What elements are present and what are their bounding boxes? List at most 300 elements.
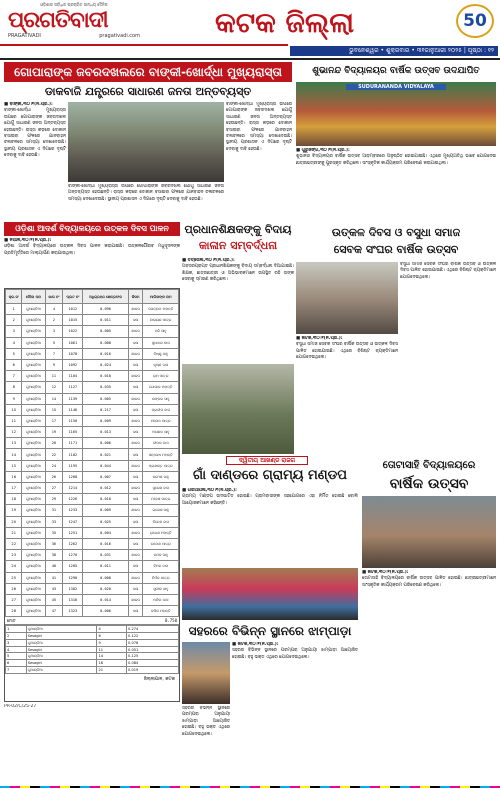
summary-cell: 0.076 <box>127 639 179 646</box>
totasahi-subhead[interactable]: ବାର୍ଷିକ ଉତ୍ସବ <box>389 476 469 492</box>
table-row <box>6 550 179 561</box>
land-table <box>5 289 179 617</box>
table-cell: 1146 <box>63 404 83 415</box>
table-cell: ଗୁଆଣ୍ଡିଆ <box>22 460 45 471</box>
table-cell: ରମେଶ ସାହୁ <box>143 471 179 482</box>
table-cell: 0.217 <box>83 404 128 415</box>
table-row <box>6 337 179 348</box>
table-cell: 13 <box>6 438 22 449</box>
lead-subhead[interactable]: ଡାକବାଜି ଯନ୍ତ୍ରରେ ସାଧାରଣ ଜନତା ଅନ୍ତବ୍ୟସ୍ତ <box>44 85 252 98</box>
table-cell: 1061 <box>63 337 83 348</box>
table-cell: ଜଳା <box>128 471 143 482</box>
sahar-body: ସହରର ବିଭିନ୍ନ ସ୍ଥାନରେ ପରମ୍ପରା ଅନୁଯାୟୀ ଝାମ୍ପାଡ଼ା ଆୟୋଜିତ ହୋଇଛି। ବହୁ ଭକ୍ତ ଏଥିରେ ଯୋଗଦେଇଥିଲେ। <box>232 648 358 660</box>
table-cell: 8 <box>6 382 22 393</box>
lead-body: ବାଙ୍କୀ-ଖୋର୍ଦ୍ଧା ମୁଖ୍ୟରାସ୍ତା ଉପରେ ଗୋପାରାଙ୍କ ଜବରଦଖଲ ଯୋଗୁଁ ସାଧାରଣ ଜନତା ଅନ୍ତବ୍ୟସ୍ତ ହେଉଛନ୍ତି। ରାସ୍ତା କଡ଼ରେ ଦୋକାନ ବସାଇବା ଫଳରେ ଯାନବାହନ ଚଳାଚଳରେ ସମସ୍ୟା ଦେଖାଦେଉଛି। ସ୍ଥାନୀୟ ପ୍ରଶାସନ ଏ ଦିଗରେ ଦୃଷ୍ଟି ଦେବାକୁ ଦାବି ହେଉଛି। <box>4 108 66 159</box>
summary-cell: 4 <box>97 626 127 633</box>
table-cell: କୃଷ୍ଣ ଦାସ <box>143 359 179 370</box>
mandir-body-box <box>182 488 358 566</box>
summary-cell: 21 <box>97 667 127 674</box>
summary-cell: 11 <box>97 646 127 653</box>
summary-cell: 14 <box>97 653 127 660</box>
table-cell: ଗୁଆଣ୍ଡିଆ <box>22 516 45 527</box>
table-cell: ଶାରଦ <box>128 550 143 561</box>
totasahi-body-box <box>362 570 496 774</box>
table-cell: ସୁଧାକର ଦାସ <box>143 337 179 348</box>
table-cell: ଗୁଆଣ୍ଡିଆ <box>22 427 45 438</box>
summary-row <box>6 639 179 646</box>
table-cell: ଜଳା <box>128 516 143 527</box>
sahar-body-box <box>232 642 358 774</box>
table-cell: 1182 <box>63 449 83 460</box>
table-cell: 43 <box>45 583 63 594</box>
table-cell: 1127 <box>63 382 83 393</box>
table-row <box>6 572 179 583</box>
table-cell: ଗୋପାଳ ମହାନ୍ତି <box>143 382 179 393</box>
summary-cell: ଗୁଆଣ୍ଡିଆ <box>26 639 97 646</box>
table-cell: 0.096 <box>83 304 128 315</box>
table-cell: ଶାରଦ <box>128 348 143 359</box>
table-cell: 1104 <box>63 371 83 382</box>
table-cell: 5 <box>6 348 22 359</box>
table-cell: 10 <box>6 404 22 415</box>
table-row <box>6 348 179 359</box>
table-header-cell: ପ୍ଲଟ ନଂ <box>63 290 83 304</box>
table-cell: 1092 <box>63 359 83 370</box>
table-cell: 35 <box>45 527 63 538</box>
table-cell: ଅନିଲ ଦାସ <box>143 594 179 605</box>
table-cell: 0.024 <box>83 359 128 370</box>
lead-subhead-band <box>4 84 292 100</box>
table-cell: ଗୁଆଣ୍ଡିଆ <box>22 415 45 426</box>
totasahi-headline[interactable]: ତୋଟାସାହି ବିଦ୍ୟାଳୟରେ <box>382 460 476 471</box>
table-cell: ଗୁଆଣ୍ଡିଆ <box>22 315 45 326</box>
table-cell: 1195 <box>63 460 83 471</box>
table-cell: 18 <box>6 494 22 505</box>
summary-cell: 0.274 <box>127 626 179 633</box>
vasundhara-body-box <box>296 336 398 454</box>
mandir-body: ଗ୍ରାମ୍ୟ ମଣ୍ଡପ ଉଦଘାଟିତ ହୋଇଛି। ଗ୍ରାମବାସୀଙ୍କ ସହଯୋଗରେ ଏହା ନିର୍ମିତ ହୋଇଛି ବୋଲି ଆୟୋଜକମାନେ କହିଛନ୍ତି। <box>182 494 358 506</box>
summary-cell: Sesagiri <box>26 660 97 667</box>
table-row <box>6 393 179 404</box>
vasundhara-subhead[interactable]: ସେବକ ସଂଘର ବାର୍ଷିକ ଉତ୍ସବ <box>333 243 459 256</box>
table-cell: 1208 <box>63 471 83 482</box>
headmaster-photo[interactable] <box>182 364 294 454</box>
table-cell: ଗୁଆଣ୍ଡିଆ <box>22 561 45 572</box>
table-cell: ଉମେଶ ପାତ୍ର <box>143 538 179 549</box>
totasahi-photo[interactable] <box>362 496 496 568</box>
table-cell: 0.016 <box>83 538 128 549</box>
table-cell: ଗୁଆଣ୍ଡିଆ <box>22 505 45 516</box>
headmaster-subhead[interactable]: କାଳାନ ସମ୍ବର୍ଦ୍ଧନା <box>198 239 278 252</box>
sahar-body-left <box>182 706 230 774</box>
table-cell: 0.020 <box>83 583 128 594</box>
table-row <box>6 483 179 494</box>
table-cell: 0.006 <box>83 606 128 617</box>
sahar-headline-box <box>182 622 358 640</box>
table-cell: ଜଳା <box>128 494 143 505</box>
table-cell: 24 <box>6 561 22 572</box>
table-cell: ଗୁଆଣ୍ଡିଆ <box>22 438 45 449</box>
summary-cell: ଗୁଆଣ୍ଡିଆ <box>26 626 97 633</box>
table-cell: ଶାରଦ <box>128 594 143 605</box>
table-cell: 3 <box>45 326 63 337</box>
table-cell: 23 <box>6 550 22 561</box>
table-cell: ଗୁଆଣ୍ଡିଆ <box>22 550 45 561</box>
table-row <box>6 315 179 326</box>
table-row <box>6 583 179 594</box>
table-cell: 22 <box>45 449 63 460</box>
table-cell: ଅଶୋକ ସାହୁ <box>143 427 179 438</box>
mandir-headline-box <box>182 466 358 486</box>
table-cell: 40 <box>45 561 63 572</box>
table-cell: 2 <box>45 315 63 326</box>
masthead-tagline: ଓଡ଼ିଶାର ସର୍ବାଧିକ ପ୍ରଚାରିତ ସାନ୍ଧ୍ୟ ଦୈନିକ <box>40 2 108 7</box>
lead-column-bottom <box>68 184 224 218</box>
table-row <box>6 371 179 382</box>
summary-cell: 0.051 <box>127 646 179 653</box>
right-top-photo[interactable] <box>296 82 496 146</box>
summary-row <box>6 626 179 633</box>
summary-cell: 2 <box>6 633 27 640</box>
table-cell: 36 <box>45 538 63 549</box>
table-cell: ଜଳା <box>128 382 143 393</box>
table-row <box>6 606 179 617</box>
summary-cell: 7 <box>6 667 27 674</box>
table-cell: ଗୁଆଣ୍ଡିଆ <box>22 527 45 538</box>
table-cell: ଗୁଆଣ୍ଡିଆ <box>22 393 45 404</box>
table-header-cell: ମାଲିକଙ୍କ ନାମ <box>143 290 179 304</box>
table-cell: 1262 <box>63 538 83 549</box>
table-cell: 12 <box>6 427 22 438</box>
table-cell: 0.021 <box>83 449 128 460</box>
right-top-body: ଶୁଭାନନ୍ଦ ବିଦ୍ୟାଳୟର ବାର୍ଷିକ ଉତ୍ସବ ଆଡ଼ମ୍ବରରେ ଅନୁଷ୍ଠିତ ହୋଇଯାଇଛି। ଏଥିରେ ମୁଖ୍ୟଅତିଥି ଭାବେ ଯୋଗଦେଇ ଛାତ୍ରଛାତ୍ରୀଙ୍କୁ ପୁରସ୍କୃତ କରିଥିଲେ। ସାଂସ୍କୃତିକ କାର୍ଯ୍ୟକ୍ରମ ପରିବେଷଣ କରାଯାଇଥିଲା। <box>296 154 496 166</box>
table-cell: ଶଙ୍କର ସାହୁ <box>143 393 179 404</box>
table-cell: ଜଳା <box>128 427 143 438</box>
table-signature: ଜିଲ୍ଲାପାଳ, କଟକ <box>143 676 175 682</box>
table-cell: 11 <box>45 371 63 382</box>
table-cell: ରାଜେଶ ମହାନ୍ତି <box>143 527 179 538</box>
logo[interactable] <box>8 2 140 46</box>
table-cell: ବିଷ୍ଣୁ ସାହୁ <box>143 348 179 359</box>
logo-latin: PRAGATIVADI <box>8 33 41 39</box>
sahar-headline[interactable]: ସହରରେ ବିଭିନ୍ନ ସ୍ଥାନରେ ଝାମ୍ପାଡ଼ା <box>188 624 352 638</box>
table-cell: ଗୁଆଣ୍ଡିଆ <box>22 382 45 393</box>
table-cell: 1171 <box>63 438 83 449</box>
table-cell: 28 <box>6 606 22 617</box>
lead-headline-band <box>4 62 292 82</box>
table-row <box>6 404 179 415</box>
table-row <box>6 538 179 549</box>
table-row <box>6 359 179 370</box>
table-ref: PR-02/C/25-27 <box>4 704 37 709</box>
table-cell: 12 <box>45 382 63 393</box>
headmaster-headline-box <box>182 222 294 256</box>
table-cell: 1290 <box>63 572 83 583</box>
table-cell: ଜଳା <box>128 538 143 549</box>
table-cell: 19 <box>45 427 63 438</box>
mandir-dateline: ■ ଗରିଆପଳା,୩୦।୧(ନି.ପ୍ର.): <box>182 488 237 493</box>
table-cell: ନାରାୟଣ ପାତ୍ର <box>143 315 179 326</box>
table-cell: 4 <box>6 337 22 348</box>
table-row <box>6 527 179 538</box>
table-cell: 16 <box>6 471 22 482</box>
table-cell: 1247 <box>63 516 83 527</box>
mandir-photo[interactable] <box>182 568 358 620</box>
table-cell: 4 <box>45 304 63 315</box>
table-row <box>6 505 179 516</box>
table-cell: 1012 <box>63 304 83 315</box>
table-cell: 0.012 <box>83 483 128 494</box>
lead-column <box>4 102 66 218</box>
table-cell: ଗୁଆଣ୍ଡିଆ <box>22 404 45 415</box>
summary-row <box>6 633 179 640</box>
right-top-dateline: ■ ଗୁରୁଜଙ୍ଗ,୩୦।୧(ନି.ପ୍ର.): <box>296 148 350 153</box>
table-cell: 0.031 <box>83 550 128 561</box>
table-cell: 21 <box>6 527 22 538</box>
table-row <box>6 561 179 572</box>
table-row <box>6 471 179 482</box>
table-cell: ଶାରଦ <box>128 527 143 538</box>
table-cell: 1078 <box>63 348 83 359</box>
summary-cell: 6 <box>97 633 127 640</box>
table-cell: ଶାରଦ <box>128 460 143 471</box>
lead-headline[interactable]: ଗୋପାରାଙ୍କ ଜବରଦଖଲରେ ବାଙ୍କୀ-ଖୋର୍ଦ୍ଧା ମୁଖ୍ୟରାସ୍ତା <box>14 65 282 79</box>
table-cell: 15 <box>6 460 22 471</box>
table-header-cell: କିସମ <box>128 290 143 304</box>
table-cell: 15 <box>45 404 63 415</box>
table-cell: 0.009 <box>83 505 128 516</box>
anniversary-logo: 50 <box>456 4 494 38</box>
table-cell: ଶାରଦ <box>128 326 143 337</box>
logo-text: ପ୍ରଗତିବାଦୀ <box>8 7 108 33</box>
table-cell: ଗୁଆଣ୍ଡିଆ <box>22 359 45 370</box>
vasundhara-body: ବସୁଧା ସମାଜ ସେବକ ସଂଘର ବାର୍ଷିକ ଉତ୍ସବ ଓ ଉତ୍କଳ ଦିବସ ପାଳିତ ହୋଇଯାଇଛି। ଏଥିରେ ବିଶିଷ୍ଟ ବ୍ୟକ୍ତିମାନେ ଯୋଗଦେଇଥିଲେ। <box>296 342 398 361</box>
table-cell: ଜଳା <box>128 583 143 594</box>
table-cell: ଗୁଆଣ୍ଡିଆ <box>22 337 45 348</box>
table-cell: 1285 <box>63 561 83 572</box>
table-cell: ଶାରଦ <box>128 371 143 382</box>
table-cell: 1302 <box>63 583 83 594</box>
utkal-headline-band <box>4 222 180 236</box>
right-top-headline[interactable]: ଶୁଭାନନ୍ଦ ବିଦ୍ୟାଳୟର ବାର୍ଷିକ ଉତ୍ସବ ଉଦଯାପିତ <box>312 66 480 76</box>
table-cell: 0.005 <box>83 393 128 404</box>
table-cell: 26 <box>45 471 63 482</box>
table-cell: 9 <box>45 359 63 370</box>
table-total-value: 0.750 <box>164 618 177 624</box>
table-cell: ଦିନେଶ ଦାସ <box>143 516 179 527</box>
table-row <box>6 460 179 471</box>
land-table-box <box>4 288 180 702</box>
vasundhara-photo[interactable] <box>296 262 398 334</box>
table-total-label: ମୋଟ <box>7 618 16 624</box>
lead-body-bottom: ବାଙ୍କୀ-ଖୋର୍ଦ୍ଧା ମୁଖ୍ୟରାସ୍ତା ଉପରେ ଗୋପାରାଙ୍କ ଜବରଦଖଲ ଯୋଗୁଁ ସାଧାରଣ ଜନତା ଅନ୍ତବ୍ୟସ୍ତ ହେଉଛନ୍ତି। ରାସ୍ତା କଡ଼ରେ ଦୋକାନ ବସାଇବା ଫଳରେ ଯାନବାହନ ଚଳାଚଳରେ ସମସ୍ୟା ଦେଖାଦେଉଛି। ସ୍ଥାନୀୟ ପ୍ରଶାସନ ଏ ଦିଗରେ ଦୃଷ୍ଟି ଦେବାକୁ ଦାବି ହେଉଛି। <box>68 184 224 202</box>
summary-cell: Sesagiri <box>26 633 97 640</box>
table-cell: ଶାରଦ <box>128 438 143 449</box>
table-cell: 0.011 <box>83 315 128 326</box>
table-cell: ଗୁଆଣ୍ଡିଆ <box>22 449 45 460</box>
right-top-headline-box <box>296 62 496 80</box>
table-cell: ମନୋଜ ପାତ୍ର <box>143 415 179 426</box>
table-cell: 27 <box>45 483 63 494</box>
table-cell: 0.009 <box>83 415 128 426</box>
table-cell: 7 <box>45 348 63 359</box>
table-cell: 17 <box>45 415 63 426</box>
table-cell: 0.044 <box>83 460 128 471</box>
sahar-photo[interactable] <box>182 642 230 704</box>
table-cell: 1251 <box>63 527 83 538</box>
mandir-tag: ଦ୍ୱିତୀୟ ଆଖଣ୍ଡ ରାଜଗ <box>226 456 308 465</box>
lead-photo[interactable] <box>68 102 224 182</box>
summary-cell: 1 <box>6 626 27 633</box>
table-cell: ଗୁଆଣ୍ଡିଆ <box>22 572 45 583</box>
table-cell: ଗୁଆଣ୍ଡିଆ <box>22 304 45 315</box>
table-cell: 20 <box>45 438 63 449</box>
table-cell: 33 <box>45 516 63 527</box>
table-cell: ସୁରେଶ ଦାସ <box>143 483 179 494</box>
table-cell: 14 <box>6 449 22 460</box>
table-cell: 1233 <box>63 505 83 516</box>
table-cell: 45 <box>45 594 63 605</box>
table-cell: 0.005 <box>83 326 128 337</box>
table-row <box>6 438 179 449</box>
table-cell: ଜଳା <box>128 315 143 326</box>
table-row <box>6 427 179 438</box>
summary-cell: 18 <box>97 660 127 667</box>
table-cell: ଗଣେଶ ସାହୁ <box>143 505 179 516</box>
table-cell: ଜଳା <box>128 561 143 572</box>
table-cell: 31 <box>45 505 63 516</box>
table-cell: ଗୁଆଣ୍ଡିଆ <box>22 606 45 617</box>
headmaster-body-box <box>182 258 294 362</box>
table-cell: ସନ୍ତୋଷ ମହାନ୍ତି <box>143 449 179 460</box>
vasundhara-headline[interactable]: ଉତ୍କଳ ଦିବସ ଓ ବସୁଧା ସମାଜ <box>331 226 461 239</box>
table-row <box>6 304 179 315</box>
table-cell: ଶାରଦ <box>128 572 143 583</box>
website[interactable]: pragativadi.com <box>99 33 140 39</box>
table-cell: ମହେଶ ପାତ୍ର <box>143 494 179 505</box>
table-cell: ଗୁଆଣ୍ଡିଆ <box>22 483 45 494</box>
mandir-headline[interactable]: ଗାଁ ଦାଣ୍ଡରେ ଗ୍ରାମ୍ୟ ମଣ୍ଡପ <box>193 468 347 483</box>
vasundhara-dateline: ■ କଟକ,୩୦।୧(ନି.ପ୍ର.): <box>296 336 343 341</box>
utkal-headline[interactable]: ଓଡ଼ିଶା ଆଦର୍ଶ ବିଦ୍ୟାଳୟରେ ଉତ୍କଳ ଦିବସ ପାଳନ <box>15 224 169 233</box>
table-cell: 1022 <box>63 326 83 337</box>
utkal-body-box <box>4 238 180 284</box>
table-cell: 14 <box>45 393 63 404</box>
utkal-body: ଓଡ଼ିଶା ଆଦର୍ଶ ବିଦ୍ୟାଳୟରେ ଉତ୍କଳ ଦିବସ ପାଳନ କରାଯାଇଛି। ଉତ୍କଳଗୌରବ ମଧୁସୂଦନଙ୍କ ପ୍ରତିମୂର୍ତ୍ତିରେ ମାଲ୍ୟାର୍ପଣ କରାଯାଇଥିଲା। <box>4 244 180 256</box>
table-cell: 0.010 <box>83 371 128 382</box>
table-cell: ପ୍ରଦୀପ ଦାସ <box>143 404 179 415</box>
table-cell: 0.025 <box>83 516 128 527</box>
table-cell: 0.007 <box>83 471 128 482</box>
summary-cell: 4 <box>6 646 27 653</box>
table-cell: ଗୁଆଣ୍ଡିଆ <box>22 371 45 382</box>
table-cell: 5 <box>45 337 63 348</box>
summary-cell: 0.019 <box>127 667 179 674</box>
photo-banner: SUDURANANDA VIDYALAYA <box>346 84 446 90</box>
table-cell: 41 <box>45 572 63 583</box>
table-row <box>6 494 179 505</box>
table-header-cell: କ୍ର.ସଂ <box>6 290 22 304</box>
table-cell: 0.035 <box>83 382 128 393</box>
table-cell: ଜଳା <box>128 359 143 370</box>
table-cell: 47 <box>45 606 63 617</box>
summary-row <box>6 667 179 674</box>
table-cell: 3 <box>6 326 22 337</box>
masthead-divider <box>0 44 288 46</box>
table-cell: ଜଳା <box>128 404 143 415</box>
summary-row <box>6 653 179 660</box>
table-cell: ଗୁଆଣ୍ଡିଆ <box>22 538 45 549</box>
table-cell: 38 <box>45 550 63 561</box>
lead-column-right <box>226 102 292 218</box>
table-cell: 1 <box>6 304 22 315</box>
table-cell: ଗୁଆଣ୍ଡିଆ <box>22 494 45 505</box>
table-cell: 29 <box>45 494 63 505</box>
table-cell: 20 <box>6 516 22 527</box>
totasahi-body: ତୋଟାସାହି ବିଦ୍ୟାଳୟରେ ବାର୍ଷିକ ଉତ୍ସବ ପାଳିତ ହୋଇଛି। ଛାତ୍ରଛାତ୍ରୀମାନେ ସାଂସ୍କୃତିକ କାର୍ଯ୍ୟକ୍ରମ ପରିବେଷଣ କରିଥିଲେ। <box>362 576 496 588</box>
table-cell: 1165 <box>63 427 83 438</box>
land-summary-table <box>5 625 179 674</box>
summary-cell: 3 <box>6 639 27 646</box>
table-cell: 1150 <box>63 415 83 426</box>
table-cell: 0.006 <box>83 438 128 449</box>
table-cell: ପ୍ରଶାନ୍ତ ପାତ୍ର <box>143 460 179 471</box>
table-cell: 6 <box>6 359 22 370</box>
table-cell: 22 <box>6 538 22 549</box>
table-cell: 0.008 <box>83 572 128 583</box>
table-row <box>6 415 179 426</box>
table-cell: 25 <box>6 572 22 583</box>
table-cell: ବିମଳ ଦାସ <box>143 561 179 572</box>
sahar-dateline: ■ କଟକ,୩୦।୧(ନି.ପ୍ର.): <box>232 642 279 647</box>
lead-dateline: ■ ବାଙ୍କୀ,୩୦।୧(ନି.ପ୍ର.): <box>4 102 53 107</box>
table-header-cell: ଖାତା ନଂ <box>45 290 63 304</box>
table-cell: ଦୀପକ ଦାସ <box>143 438 179 449</box>
table-header-cell: ମୌଜା ନାମ <box>22 290 45 304</box>
table-cell: 0.011 <box>83 561 128 572</box>
table-cell: 0.016 <box>83 348 128 359</box>
table-cell: କପିଳ ମହାନ୍ତି <box>143 606 179 617</box>
summary-cell: 5 <box>6 653 27 660</box>
headmaster-headline[interactable]: ପ୍ରଧାନଶିକ୍ଷକଙ୍କୁ ବିଦାୟ <box>184 223 292 236</box>
table-row <box>6 382 179 393</box>
table-cell: ଶାରଦ <box>128 415 143 426</box>
summary-cell: ଗୁଆଣ୍ଡିଆ <box>26 667 97 674</box>
table-cell: 0.013 <box>83 427 128 438</box>
table-row <box>6 594 179 605</box>
summary-row <box>6 660 179 667</box>
summary-cell: 0.125 <box>127 653 179 660</box>
table-cell: 19 <box>6 505 22 516</box>
lead-body-cont: ବାଙ୍କୀ-ଖୋର୍ଦ୍ଧା ମୁଖ୍ୟରାସ୍ତା ଉପରେ ଗୋପାରାଙ୍କ ଜବରଦଖଲ ଯୋଗୁଁ ସାଧାରଣ ଜନତା ଅନ୍ତବ୍ୟସ୍ତ ହେଉଛନ୍ତି। ରାସ୍ତା କଡ଼ରେ ଦୋକାନ ବସାଇବା ଫଳରେ ଯାନବାହନ ଚଳାଚଳରେ ସମସ୍ୟା ଦେଖାଦେଉଛି। ସ୍ଥାନୀୟ ପ୍ରଶାସନ ଏ ଦିଗରେ ଦୃଷ୍ଟି ଦେବାକୁ ଦାବି ହେଉଛି। <box>226 102 292 152</box>
table-cell: 9 <box>6 393 22 404</box>
table-cell: 0.008 <box>83 337 128 348</box>
table-cell: ଜଳା <box>128 337 143 348</box>
table-cell: 1015 <box>63 315 83 326</box>
table-header-cell: ଅଧିଗ୍ରହଣ କ୍ଷେତ୍ରଫଳ <box>83 290 128 304</box>
table-cell: 7 <box>6 371 22 382</box>
table-cell: ଶାରଦ <box>128 393 143 404</box>
table-cell: ଶାରଦ <box>128 483 143 494</box>
table-cell: ସୁନୀଲ ସାହୁ <box>143 583 179 594</box>
table-cell: 1323 <box>63 606 83 617</box>
summary-cell: 9 <box>97 639 127 646</box>
summary-cell: 6 <box>6 660 27 667</box>
table-cell: ଜଳା <box>128 449 143 460</box>
right-top-body-box <box>296 148 496 222</box>
table-row <box>6 449 179 460</box>
summary-cell: 0.084 <box>127 660 179 667</box>
